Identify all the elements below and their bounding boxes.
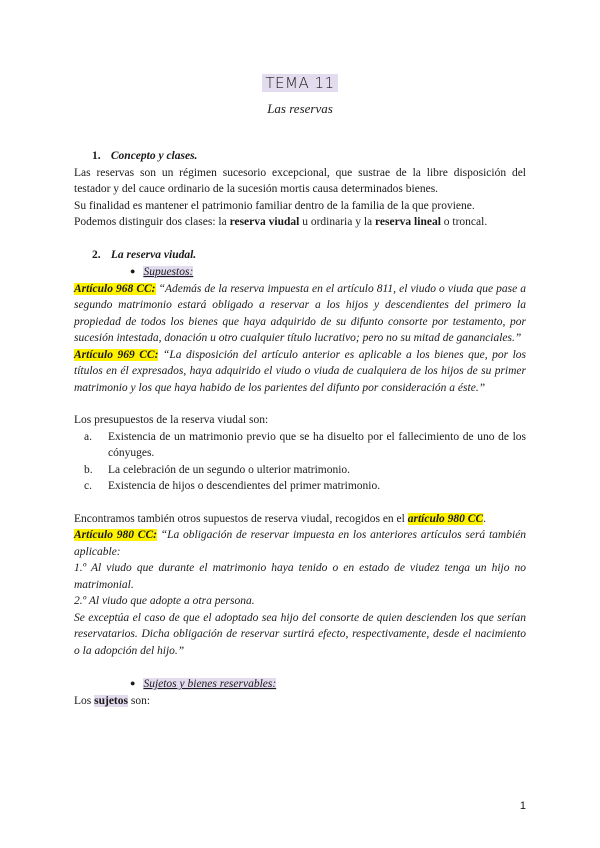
- list-item: b. La celebración de un segundo o ulterior matrimonio.: [84, 463, 351, 476]
- sujetos-line: Los sujetos son:: [74, 694, 151, 707]
- bullet-dot-icon: ●: [130, 266, 136, 276]
- article-980-item-2: 2.º Al viudo que adopte a otra persona.: [74, 595, 255, 607]
- section-1-heading: 1. Concepto y clases.: [92, 150, 198, 162]
- article-969-label: Artículo 969 CC:: [74, 348, 159, 361]
- page-number: 1: [519, 800, 526, 812]
- article-969: Artículo 969 CC: “La disposición del artículo anterior es aplicable a los bienes que, por los títulos en él expresados, haya adquirido el viudo o viuda de cualquiera de los hijos de su primer matrimonio y los que haya habido de los parientes del difunto por consideración a éste.”: [74, 348, 527, 394]
- presupuestos-intro: Los presupuestos de la reserva viudal son:: [74, 414, 269, 426]
- list-item: c. Existencia de hijos o descendientes del primer matrimonio.: [84, 480, 381, 492]
- list-item: a. Existencia de un matrimonio previo que se ha disuelto por el fallecimiento de uno de los cónyuges.: [84, 430, 526, 459]
- article-968-label: Artículo 968 CC:: [74, 282, 156, 295]
- article-980-reference: artículo 980 CC: [407, 512, 484, 525]
- bullet-sujetos-bienes: ● Sujetos y bienes reservables:: [130, 678, 277, 690]
- otros-supuestos-paragraph: Encontramos también otros supuestos de reserva viudal, recogidos en el artículo 980 CC.: [74, 512, 487, 525]
- bullet-supuestos: ● Supuestos:: [130, 266, 194, 278]
- section-2-heading: 2. La reserva viudal.: [92, 248, 197, 261]
- section-1-paragraph-3: Podemos distinguir dos clases: la reserva viudal u ordinaria y la reserva lineal o troncal.: [74, 216, 488, 228]
- document-subtitle: Las reservas: [267, 101, 333, 116]
- article-968: Artículo 968 CC: “Además de la reserva impuesta en el artículo 811, el viudo o viuda que pase a segundo matrimonio estará obligado a reservar a los hijos y descendientes del primero la propiedad de todos los bienes que haya adquirido de su difunto consorte por testamento, por sucesión intestada, donación u otro cualquier título lucrativo; pero no su mitad de gananciales.”: [74, 282, 526, 344]
- document-body: [74, 148, 526, 709]
- section-1-paragraph-1: Las reservas son un régimen sucesorio excepcional, que sustrae de la libre disposición del testador y del cauce ordinario de la sucesión mortis causa determinados bienes.: [74, 166, 526, 195]
- article-980-exception: Se exceptúa el caso de que el adoptado sea hijo del consorte de quien descienden los que serían reservatarios. Dicha obligación de reservar surtirá efecto, respectivamente, desde el nacimiento o la adopción del hijo.”: [74, 611, 526, 657]
- article-980-item-1: 1.º Al viudo que durante el matrimonio haya tenido o en estado de viudez tenga un hijo no matrimonial.: [74, 562, 526, 591]
- document-title: TEMA 11: [0, 74, 600, 92]
- section-1-paragraph-2: Su finalidad es mantener el patrimonio familiar dentro de la familia de la que proviene.: [74, 199, 475, 212]
- article-980: Artículo 980 CC: “La obligación de reservar impuesta en los anteriores artículos será también aplicable:: [74, 529, 526, 558]
- bullet-dot-icon: ●: [130, 678, 136, 688]
- article-980-label: Artículo 980 CC:: [74, 529, 157, 541]
